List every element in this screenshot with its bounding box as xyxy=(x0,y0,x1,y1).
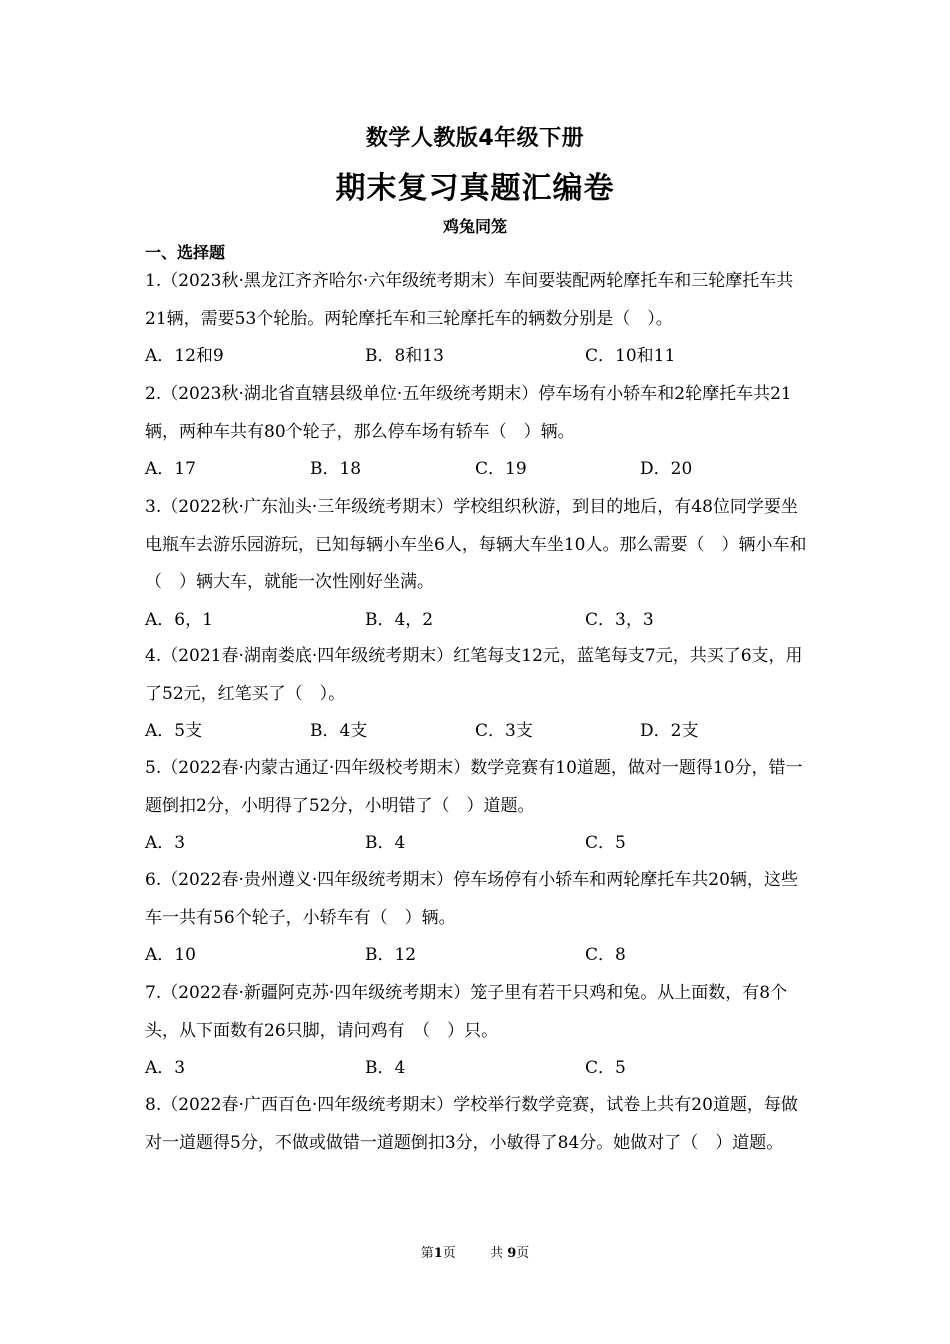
question-options xyxy=(145,338,810,376)
question-6 xyxy=(145,862,810,975)
option-b: B．12 xyxy=(365,945,417,965)
option-a: A．6，1 xyxy=(145,609,213,630)
option-c: C．3支 xyxy=(475,721,533,741)
option-d: D．20 xyxy=(640,459,693,479)
option-c: C．5 xyxy=(585,833,626,853)
option-c: C．8 xyxy=(585,945,626,965)
question-2 xyxy=(145,376,810,489)
question-stem: 5.（2022春·内蒙古通辽·四年级校考期末）数学竞赛有10道题，做对一题得10分，错一题倒扣2分，小明得了52分，小明错了（ ）道题。 xyxy=(145,758,803,816)
option-a: A．10 xyxy=(145,945,196,965)
option-b: B．4支 xyxy=(310,721,368,741)
option-c: C．5 xyxy=(585,1058,626,1078)
option-b: B．4 xyxy=(365,833,406,853)
option-a: A．3 xyxy=(145,1058,186,1078)
question-7 xyxy=(145,975,810,1088)
question-stem: 7.（2022春·新疆阿克苏·四年级统考期末）笼子里有若干只鸡和兔。从上面数，有8个头，从下面数有26只脚，请问鸡有 （ ）只。 xyxy=(145,983,788,1041)
question-options xyxy=(145,825,810,863)
option-c: C．10和11 xyxy=(585,346,676,366)
question-5 xyxy=(145,750,810,863)
section-title: 一、选择题 xyxy=(145,243,226,262)
question-options xyxy=(145,1050,810,1088)
option-d: D．2支 xyxy=(640,721,699,741)
option-b: B．4 xyxy=(365,1058,406,1078)
option-c: C．3，3 xyxy=(585,609,654,630)
total-pages: 9 xyxy=(507,1246,517,1261)
total-prefix: 共 xyxy=(490,1246,504,1261)
question-stem: 4.（2021春·湖南娄底·四年级统考期末）红笔每支12元，蓝笔每支7元，共买了6支，用了52元，红笔买了（ ）。 xyxy=(145,646,803,704)
question-8 xyxy=(145,1087,810,1162)
question-1 xyxy=(145,263,810,376)
question-stem: 2.（2023秋·湖北省直辖县级单位·五年级统考期末）停车场有小轿车和2轮摩托车共21辆，两种车共有80个轮子，那么停车场有轿车（ ）辆。 xyxy=(145,384,792,442)
option-a: A．12和9 xyxy=(145,346,224,366)
question-4 xyxy=(145,638,810,751)
question-options xyxy=(145,602,810,640)
option-b: B．4，2 xyxy=(365,609,434,630)
question-stem: 8.（2022春·广西百色·四年级统考期末）学校举行数学竞赛，试卷上共有20道题，每做对一道题得5分，不做或做错一道题倒扣3分，小敏得了84分。她做对了（ ）道题。 xyxy=(145,1095,798,1153)
option-b: B．8和13 xyxy=(365,346,444,366)
question-stem: 1.（2023秋·黑龙江齐齐哈尔·六年级统考期末）车间要装配两轮摩托车和三轮摩托车共21辆，需要53个轮胎。两轮摩托车和三轮摩托车的辆数分别是（ ）。 xyxy=(145,271,794,329)
option-a: A．3 xyxy=(145,833,186,853)
total-suffix: 页 xyxy=(516,1246,530,1261)
page-suffix: 页 xyxy=(442,1246,456,1261)
page-number: 1 xyxy=(433,1246,443,1261)
question-options xyxy=(145,713,810,751)
option-c: C．19 xyxy=(475,459,527,479)
document-subtitle: 期末复习真题汇编卷 xyxy=(335,171,615,206)
question-options xyxy=(145,937,810,975)
option-a: A．5支 xyxy=(145,721,203,741)
option-b: B．18 xyxy=(310,459,362,479)
question-options xyxy=(145,451,810,489)
option-a: A．17 xyxy=(145,459,196,479)
question-stem: 6.（2022春·贵州遵义·四年级统考期末）停车场停有小轿车和两轮摩托车共20辆，这些车一共有56个轮子，小轿车有（ ）辆。 xyxy=(145,870,798,928)
page-footer xyxy=(0,1244,950,1264)
page-prefix: 第 xyxy=(420,1246,434,1261)
question-stem: 3.（2022秋·广东汕头·三年级统考期末）学校组织秋游，到目的地后，有48位同学要坐电瓶车去游乐园游玩，已知每辆小车坐6人，每辆大车坐10人。那么需要（ ）辆小车和（ ）辆大车，就能一次性刚好坐满。 xyxy=(145,497,807,592)
document-title: 数学人教版4年级下册 xyxy=(365,126,585,151)
document-topic: 鸡兔同笼 xyxy=(442,217,507,236)
question-3 xyxy=(145,489,810,639)
